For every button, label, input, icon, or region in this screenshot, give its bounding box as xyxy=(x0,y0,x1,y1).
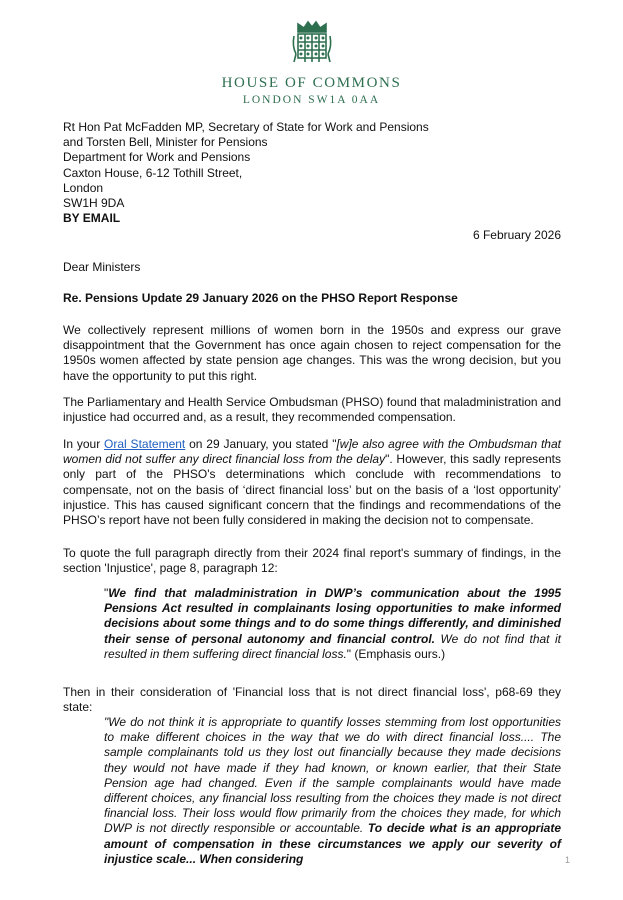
q2-bold: To decide what is an appropriate amount of compensation in these circumstances we apply our severity of injustice scale... When considering xyxy=(104,821,561,866)
recipient-line: Rt Hon Pat McFadden MP, Secretary of State for Work and Pensions xyxy=(63,120,429,134)
recipient-line: Department for Work and Pensions xyxy=(63,150,251,165)
quote-1 xyxy=(104,586,561,662)
recipient-address xyxy=(63,120,429,226)
p3-quote: [w]e also agree with the Ombudsman that women did not suffer any direct financial loss from the delay xyxy=(63,437,561,467)
oral-statement-link[interactable]: Oral Statement xyxy=(104,437,186,451)
paragraph-4: To quote the full paragraph directly from their 2024 final report's summary of findings, in the section 'Injustice', page 8, paragraph 12: xyxy=(63,546,561,576)
p3-mid: on 29 January, you stated " xyxy=(185,437,337,451)
paragraph-2: The Parliamentary and Health Service Ombudsman (PHSO) found that maladministration and injustice had occurred and, as a result, they recommended compensation. xyxy=(63,395,561,425)
quote-2 xyxy=(104,715,561,867)
recipient-line: SW1H 9DA xyxy=(63,196,125,211)
letterhead xyxy=(0,18,623,108)
q1-open: " xyxy=(104,586,109,600)
paragraph-5: Then in their consideration of 'Financial loss that is not direct financial loss', p68-69 they state: xyxy=(63,685,561,715)
paragraph-1: We collectively represent millions of women born in the 1950s and express our grave disappointment that the Government has once again chosen to reject compensation for the 1950s women affected by state pension age changes. This was the wrong decision, but you have the opportunity to put this right. xyxy=(63,323,561,383)
salutation: Dear Ministers xyxy=(63,260,141,274)
recipient-line: Caxton House, 6-12 Tothill Street, xyxy=(63,165,243,180)
q1-bold: We find that maladministration in DWP’s communication about the 1995 Pensions Act resulted in complainants losing opportunities to make informed decisions about some things and to do some things differently, and diminished their sense of personal autonomy and financial control. xyxy=(104,586,561,646)
page-number: 1 xyxy=(564,855,570,865)
delivery-method: BY EMAIL xyxy=(63,211,121,226)
recipient-line: and Torsten Bell, Minister for Pensions xyxy=(63,135,268,150)
p3-post: ". However, this sadly represents only part of the PHSO's determinations which conclude with recommendations to compensate, not on the basis of ‘direct financial loss’ but on the basis of a ‘lost opportunity’ injustice. This has caused significant concern that the findings and recommendations of the PHSO’s report have not been fully considered in making the decision not to compensate. xyxy=(63,452,561,528)
paragraph-3 xyxy=(63,437,561,528)
subject-line: Re. Pensions Update 29 January 2026 on the PHSO Report Response xyxy=(63,291,458,305)
q2-italic: "We do not think it is appropriate to quantify losses stemming from lost opportunities to make different choices in the way that we do with direct financial loss.... The sample complainants told us they lost out financially because they made decisions they would not have made if they had known, or known earlier, that their State Pension age had changed. Even if the sample complainants would have made different choices, any financial loss resulting from the choices they made is not direct financial loss. Their loss would flow primarily from the choices they made, for which DWP is not directly responsible or accountable. xyxy=(104,715,561,836)
p3-pre: In your xyxy=(63,437,105,451)
letterhead-address: LONDON SW1A 0AA xyxy=(242,94,381,106)
recipient-line: London xyxy=(63,180,104,195)
q1-close: " (Emphasis ours.) xyxy=(346,646,446,661)
q1-italic: We do not find that it resulted in them suffering direct financial loss. xyxy=(104,631,561,661)
portcullis-crown-icon xyxy=(290,18,334,68)
letter-date: 6 February 2026 xyxy=(472,228,561,242)
letterhead-title: HOUSE OF COMMONS xyxy=(221,75,402,91)
